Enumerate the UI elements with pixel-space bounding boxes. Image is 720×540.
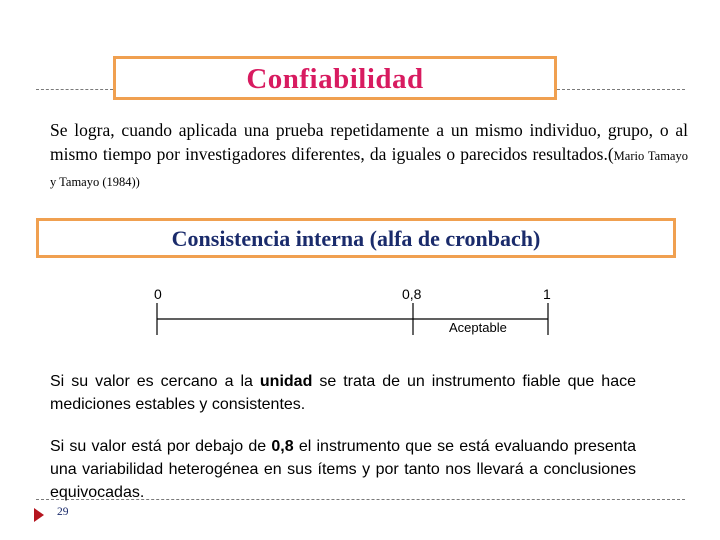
p1-text-end: se trata de un instrumento fiable que hace mediciones estables y consistentes. xyxy=(50,373,636,413)
slide-title: Confiabilidad xyxy=(246,63,424,95)
definition-text: Se logra, cuando aplicada una prueba repetidamente a un mismo individuo, grupo, o al mismo tiempo por investigadores diferentes, da iguales o parecidos resultados.( xyxy=(50,120,688,164)
slide-arrow-icon xyxy=(34,508,44,522)
subtitle: Consistencia interna (alfa de cronbach) xyxy=(171,226,541,251)
definition-paragraph xyxy=(50,118,688,194)
top-dashed-rule-left xyxy=(36,89,113,90)
scale-max-label: 1 xyxy=(543,286,551,302)
title-box xyxy=(113,56,557,100)
scale-threshold-label: 0,8 xyxy=(402,286,422,302)
p2-text-end: el instrumento que se está evaluando presenta una variabilidad heterogénea en sus ítems y por tanto nos llevará a conclusiones equivocadas. xyxy=(50,438,636,501)
p2-text: Si su valor está por debajo de xyxy=(50,438,272,455)
top-dashed-rule-right xyxy=(557,89,685,90)
scale-min-label: 0 xyxy=(154,286,162,302)
citation: Mario Tamayo y Tamayo (1984)) xyxy=(50,149,688,189)
interpretation-paragraph-low xyxy=(50,435,636,504)
p1-text: Si su valor es cercano a la xyxy=(50,373,260,390)
scale-range-label: Aceptable xyxy=(449,320,507,335)
p1-bold: unidad xyxy=(259,373,313,390)
p2-bold: 0,8 xyxy=(271,438,294,455)
subtitle-box xyxy=(36,218,676,258)
interpretation-paragraph-high xyxy=(50,370,636,416)
page-number: 29 xyxy=(57,506,69,518)
reliability-scale xyxy=(0,298,720,358)
